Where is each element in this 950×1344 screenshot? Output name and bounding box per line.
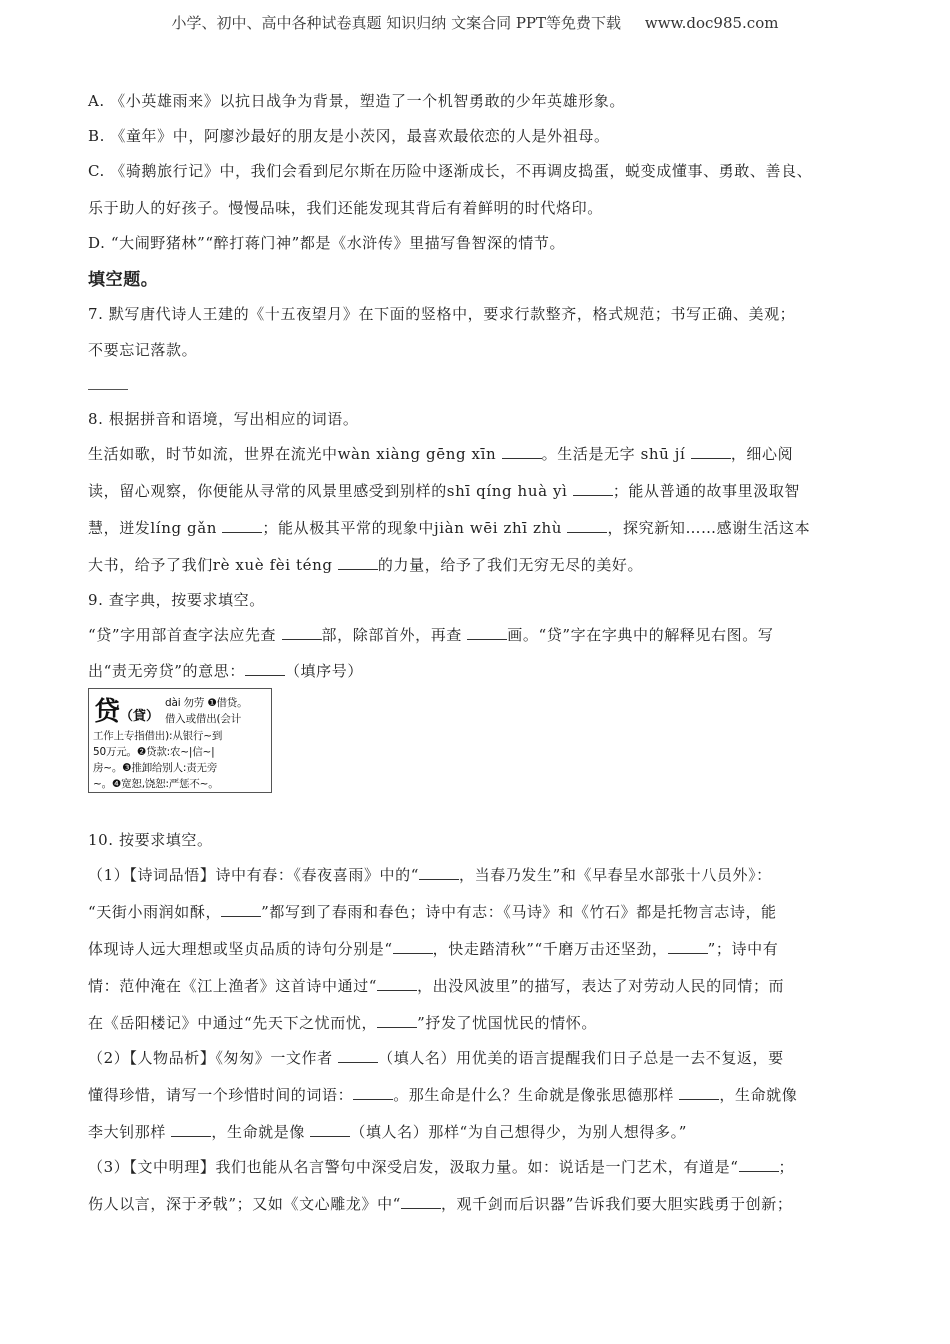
text: ，细心阅 [730, 445, 794, 463]
section-heading: 填空题。 [88, 270, 159, 290]
dictionary-entry-image [88, 688, 272, 793]
text: 李大钊那样 [88, 1123, 172, 1141]
text: 的力量，给予了我们无穷无尽的美好。 [377, 556, 644, 574]
fill-blank[interactable] [502, 444, 542, 459]
option-b: B. 《童年》中，阿廖沙最好的朋友是小茨冈，最喜欢最依恋的人是外祖母。 [88, 127, 610, 145]
text: ，生命就像 [719, 1086, 798, 1104]
question-8-title: 8. 根据拼音和语境，写出相应的词语。 [88, 410, 359, 428]
dictionary-line-2: 借入或借出(会计 [165, 713, 241, 725]
text: （填人名）用优美的语言提醒我们日子总是一去不复返，要 [378, 1049, 784, 1067]
question-10-part-1-line-2 [88, 901, 777, 922]
option-c: C. 《骑鹅旅行记》中，我们会看到尼尔斯在历险中逐渐成长，不再调皮捣蛋，蜕变成懂事、勇敢、善良、 [88, 162, 813, 180]
text: ，当春乃发生”和《早春呈水部张十八员外》： [459, 866, 772, 884]
question-8-line-3 [88, 517, 810, 538]
dictionary-line-4: 50万元。❷贷款:农~|信~| [93, 746, 215, 758]
question-8-line-2 [88, 480, 800, 501]
question-10-part-1-line-5 [88, 1012, 597, 1033]
site-header-banner: 小学、初中、高中各种试卷真题 知识归纳 文案合同 PPT等免费下载 www.doc985.com [171, 14, 779, 32]
text: （填人名）那样“为自己想得少，为别人想得多。” [350, 1123, 687, 1141]
question-10-part-3-line-1 [88, 1156, 794, 1177]
text: 读，留心观察，你便能从寻常的风景里感受到别样的shī qíng huà yì [88, 482, 573, 500]
text: （填序号） [284, 662, 363, 680]
question-7-continued: 不要忘记落款。 [88, 341, 198, 359]
text: ，出没风波里”的描写，表达了对劳动人民的同情；而 [417, 977, 785, 995]
fill-blank[interactable] [377, 976, 417, 991]
text: ”；诗中有 [707, 940, 779, 958]
text: （3）【文中明理】我们也能从名言警句中深受启发，汲取力量。如：说话是一门艺术，有道是“ [88, 1158, 739, 1176]
text: 。那生命是什么？生命就是像张思德那样 [393, 1086, 680, 1104]
fill-blank[interactable] [377, 1013, 417, 1028]
fill-blank[interactable] [739, 1157, 779, 1172]
fill-blank[interactable] [310, 1122, 350, 1137]
fill-blank[interactable] [679, 1085, 719, 1100]
fill-blank[interactable] [401, 1194, 441, 1209]
fill-blank[interactable] [393, 939, 433, 954]
fill-blank[interactable] [419, 865, 459, 880]
fill-blank[interactable] [467, 625, 507, 640]
text: 部，除部首外，再查 [321, 626, 468, 644]
headword-traditional: （貸） [120, 709, 160, 724]
option-a: A. 《小英雄雨来》以抗日战争为背景，塑造了一个机智勇敢的少年英雄形象。 [88, 92, 625, 110]
answer-blank-line[interactable] [88, 389, 128, 390]
option-d: D. “大闹野猪林”“醉打蒋门神”都是《水浒传》里描写鲁智深的情节。 [88, 234, 566, 252]
headword-char: 贷 [94, 697, 121, 727]
fill-blank[interactable] [171, 1122, 211, 1137]
text: ； [778, 1158, 795, 1176]
text: 慧，迸发líng gǎn [88, 519, 223, 537]
text: ”抒发了忧国忧民的情怀。 [417, 1014, 597, 1032]
dictionary-headword [94, 691, 159, 728]
text: （2）【人物品析】《匆匆》一文作者 [88, 1049, 339, 1067]
question-10-part-2-line-2 [88, 1084, 797, 1105]
question-7: 7. 默写唐代诗人王建的《十五夜望月》在下面的竖格中，要求行款整齐，格式规范；书写正确、美观； [88, 305, 796, 323]
fill-blank[interactable] [282, 625, 322, 640]
fill-blank[interactable] [338, 1048, 378, 1063]
question-9-line-2 [88, 660, 363, 681]
fill-blank[interactable] [353, 1085, 393, 1100]
question-9-line-1 [88, 624, 773, 645]
question-10-part-2-line-3 [88, 1121, 687, 1142]
question-8-line-1 [88, 443, 793, 464]
fill-blank[interactable] [338, 555, 378, 570]
question-9-title: 9. 查字典，按要求填空。 [88, 591, 265, 609]
text: ；能从极其平常的现象中jiàn wēi zhī zhù [262, 519, 568, 537]
text: ”都写到了春雨和春色；诗中有志：《马诗》和《竹石》都是托物言志诗，能 [261, 903, 777, 921]
text: 画。“贷”字在字典中的解释见右图。写 [507, 626, 774, 644]
text: 情：范仲淹在《江上渔者》这首诗中通过“ [88, 977, 378, 995]
text: ，探究新知……感谢生活这本 [607, 519, 811, 537]
fill-blank[interactable] [222, 518, 262, 533]
fill-blank[interactable] [567, 518, 607, 533]
dictionary-line-5: 房~。❸推卸给别人:责无旁 [93, 762, 218, 774]
text: ，生命就是像 [211, 1123, 311, 1141]
question-10-part-2-line-1 [88, 1047, 784, 1068]
text: 出“责无旁贷”的意思： [88, 662, 245, 680]
text: ，快走踏清秋”“千磨万击还坚劲， [432, 940, 668, 958]
fill-blank[interactable] [573, 481, 613, 496]
text: 在《岳阳楼记》中通过“先天下之忧而忧， [88, 1014, 378, 1032]
text: 体现诗人远大理想或坚贞品质的诗句分别是“ [88, 940, 393, 958]
text: 大书，给予了我们rè xuè fèi téng [88, 556, 338, 574]
fill-blank[interactable] [668, 939, 708, 954]
fill-blank[interactable] [245, 661, 285, 676]
text: （1）【诗词品悟】诗中有春：《春夜喜雨》中的“ [88, 866, 420, 884]
option-c-continued: 乐于助人的好孩子。慢慢品味，我们还能发现其背后有着鲜明的时代烙印。 [88, 199, 603, 217]
dictionary-line-6: ~。❹宽恕,饶恕:严惩不~。 [93, 778, 219, 790]
text: 懂得珍惜，请写一个珍惜时间的词语： [88, 1086, 354, 1104]
text: 伤人以言，深于矛戟”；又如《文心雕龙》中“ [88, 1195, 401, 1213]
text: 生活如歌，时节如流，世界在流光中wàn xiàng gēng xīn [88, 445, 502, 463]
dictionary-line-3: 工作上专指借出):从银行~到 [93, 730, 223, 742]
question-10-part-1-line-3 [88, 938, 778, 959]
text: “天街小雨润如酥， [88, 903, 222, 921]
text: 。生活是无字 shū jí [541, 445, 691, 463]
question-8-line-4 [88, 554, 643, 575]
text: ，观千剑而后识器”告诉我们要大胆实践勇于创新； [440, 1195, 793, 1213]
fill-blank[interactable] [691, 444, 731, 459]
fill-blank[interactable] [221, 902, 261, 917]
dictionary-line-1: dài 勿劳 ❶借贷。 [165, 697, 248, 709]
question-10-part-1-line-1 [88, 864, 772, 885]
question-10-part-3-line-2 [88, 1193, 792, 1214]
question-10-part-1-line-4 [88, 975, 784, 996]
question-10-title: 10. 按要求填空。 [88, 831, 213, 849]
text: “贷”字用部首查字法应先查 [88, 626, 282, 644]
text: ；能从普通的故事里汲取智 [612, 482, 801, 500]
